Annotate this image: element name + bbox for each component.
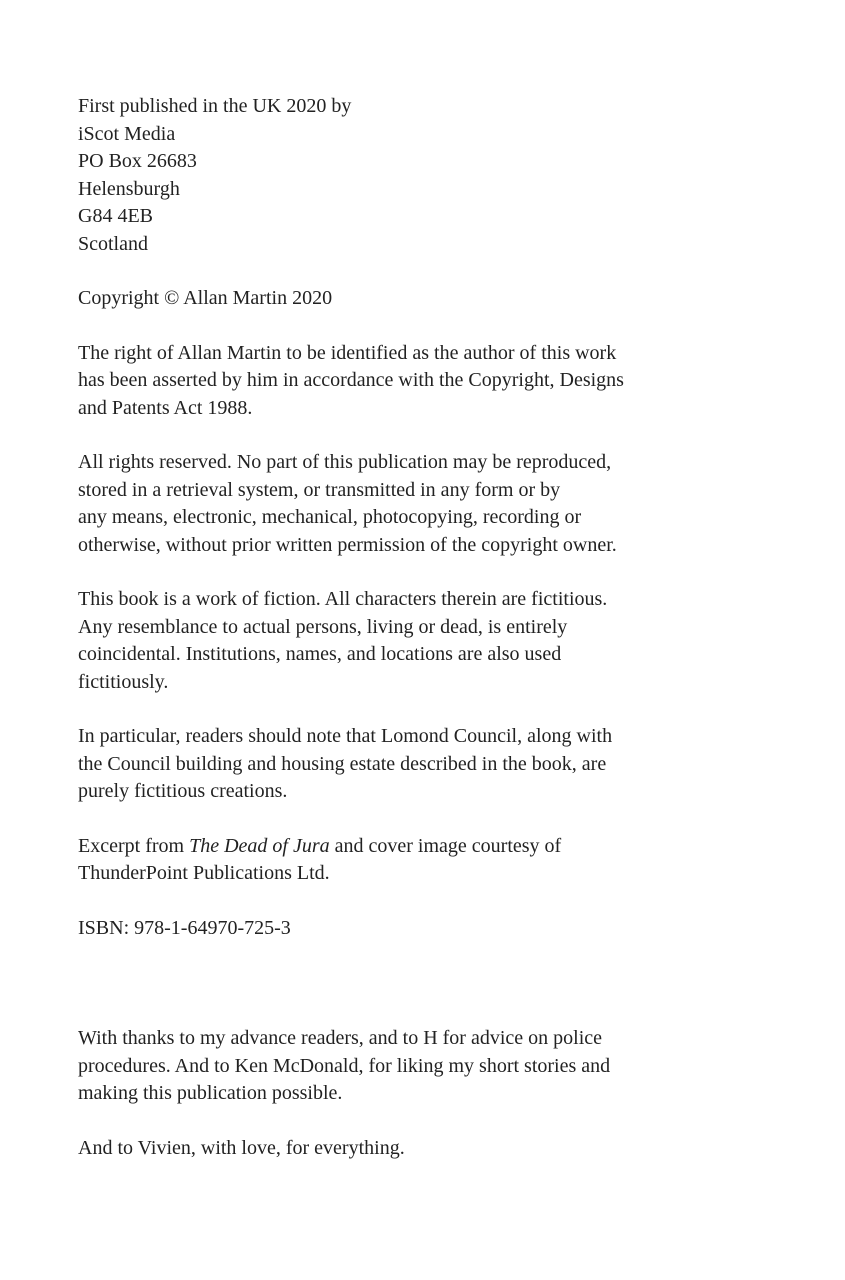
fiction-notice-paragraph bbox=[78, 586, 758, 696]
publisher-town: Helensburgh bbox=[78, 177, 180, 200]
moral-rights-paragraph bbox=[78, 340, 758, 423]
dedication-block bbox=[78, 1135, 758, 1163]
paragraph-line: purely fictitious creations. bbox=[78, 780, 288, 802]
paragraph-line: With thanks to my advance readers, and to H for advice on police bbox=[78, 1027, 603, 1049]
isbn-line: ISBN: 978-1-64970-725-3 bbox=[78, 916, 291, 939]
excerpt-publisher-line: ThunderPoint Publications Ltd. bbox=[78, 862, 330, 884]
paragraph-line: In particular, readers should note that Lomond Council, along with bbox=[78, 725, 613, 747]
copyright-page bbox=[78, 93, 758, 1189]
acknowledgements-paragraph bbox=[78, 1025, 758, 1108]
paragraph-line: All rights reserved. No part of this publication may be reproduced, bbox=[78, 451, 612, 473]
isbn-block bbox=[78, 915, 758, 943]
rights-reserved-paragraph bbox=[78, 449, 758, 559]
paragraph-line: and Patents Act 1988. bbox=[78, 396, 253, 419]
paragraph-line: Any resemblance to actual persons, living or dead, is entirely bbox=[78, 615, 568, 638]
publisher-po-box: PO Box 26683 bbox=[78, 150, 197, 172]
excerpt-credit-paragraph bbox=[78, 833, 758, 888]
excerpt-suffix: and cover image courtesy of bbox=[329, 834, 562, 857]
paragraph-line: making this publication possible. bbox=[78, 1082, 343, 1104]
paragraph-line: stored in a retrieval system, or transmitted in any form or by bbox=[78, 478, 561, 501]
publisher-postcode: G84 4EB bbox=[78, 205, 153, 227]
paragraph-line: the Council building and housing estate described in the book, are bbox=[78, 752, 607, 775]
paragraph-line: otherwise, without prior written permission of the copyright owner. bbox=[78, 533, 617, 556]
section-spacer bbox=[78, 969, 758, 1025]
publisher-line: First published in the UK 2020 by bbox=[78, 95, 352, 117]
paragraph-line: This book is a work of fiction. All characters therein are fictitious. bbox=[78, 588, 608, 610]
publisher-name: iScot Media bbox=[78, 122, 176, 145]
publisher-country: Scotland bbox=[78, 232, 148, 255]
dedication-line: And to Vivien, with love, for everything. bbox=[78, 1136, 405, 1159]
excerpt-credit-line bbox=[78, 833, 758, 861]
copyright-notice bbox=[78, 285, 758, 313]
paragraph-line: any means, electronic, mechanical, photocopying, recording or bbox=[78, 506, 582, 528]
paragraph-line: fictitiously. bbox=[78, 670, 169, 693]
publisher-address bbox=[78, 93, 758, 258]
paragraph-line: The right of Allan Martin to be identified as the author of this work bbox=[78, 341, 617, 364]
paragraph-line: coincidental. Institutions, names, and locations are also used bbox=[78, 643, 562, 665]
excerpt-book-title: The Dead of Jura bbox=[189, 834, 330, 857]
paragraph-line: has been asserted by him in accordance with the Copyright, Designs bbox=[78, 369, 624, 391]
copyright-line: Copyright © Allan Martin 2020 bbox=[78, 287, 333, 309]
paragraph-line: procedures. And to Ken McDonald, for liking my short stories and bbox=[78, 1054, 611, 1077]
particular-notice-paragraph bbox=[78, 723, 758, 806]
excerpt-prefix: Excerpt from bbox=[78, 834, 190, 857]
